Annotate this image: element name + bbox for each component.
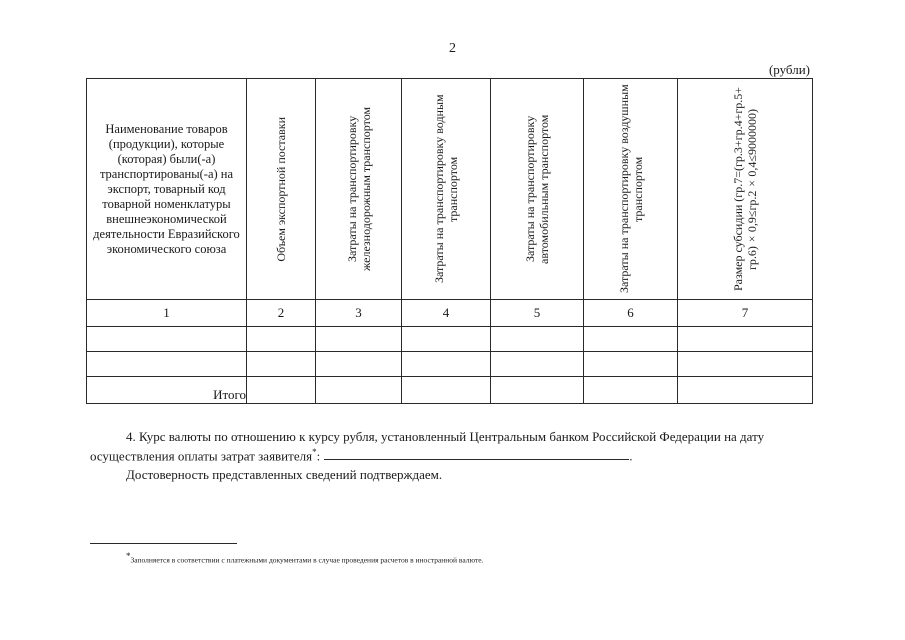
column-number: 7 [678, 300, 813, 327]
footnote [126, 551, 484, 565]
total-cell [247, 377, 316, 404]
table-cell [87, 352, 247, 377]
column-number: 2 [247, 300, 316, 327]
column-number: 3 [316, 300, 402, 327]
table-cell [402, 327, 491, 352]
footnote-reference: * [312, 447, 317, 457]
footnote-divider [90, 543, 237, 544]
table-cell [402, 352, 491, 377]
header-goods-name: Наименование товаров (продукции), которые (которая) были(-а) транспортированы(-а) на экспорт, товарный код товарной номенклатуры внешнеэкономической деятельности Евразийского экономического союза [87, 79, 247, 300]
header-road-costs: Затраты на транспортировку автомобильным транспортом [491, 79, 584, 300]
table-cell [584, 327, 678, 352]
header-row [87, 79, 813, 300]
table-cell [87, 327, 247, 352]
header-air-costs: Затраты на транспортировку воздушным транспортом [584, 79, 678, 300]
currency-rate-paragraph-line2 [90, 444, 632, 464]
table-cell [678, 327, 813, 352]
table-cell [584, 352, 678, 377]
table-cell [316, 327, 402, 352]
currency-rate-paragraph: 4. Курс валюты по отношению к курсу рубля, установленный Центральным банком Российской Федерации на дату [126, 429, 765, 444]
table-row [87, 327, 813, 352]
table-cell [491, 352, 584, 377]
table-cell [316, 352, 402, 377]
table-cell [247, 327, 316, 352]
header-rail-costs: Затраты на транспортировку железнодорожным транспортом [316, 79, 402, 300]
table-cell [491, 327, 584, 352]
header-subsidy-amount: Размер субсидии (гр.7=(гр.3+гр.4+гр.5+ гр.6)×0,9≤гр.2×0,4≤9000000) [678, 79, 813, 300]
currency-rate-field[interactable] [324, 447, 629, 460]
header-water-costs: Затраты на транспортировку водным транспортом [402, 79, 491, 300]
colon: : [316, 448, 321, 464]
total-label: Итого [87, 377, 247, 404]
footnote-mark: * [126, 551, 131, 561]
confirmation-statement: Достоверность представленных сведений подтверждаем. [126, 467, 443, 482]
table-row [87, 352, 813, 377]
table-cell [247, 352, 316, 377]
period: . [629, 448, 633, 464]
total-cell [402, 377, 491, 404]
column-number-row [87, 300, 813, 327]
table-cell [678, 352, 813, 377]
total-cell [678, 377, 813, 404]
footnote-text: Заполняется в соответствии с платежными документами в случае проведения расчетов в иностранной валюте. [130, 555, 484, 565]
page-number: 2 [449, 41, 456, 56]
column-number: 6 [584, 300, 678, 327]
column-number: 1 [87, 300, 247, 327]
payment-date-text: осуществления оплаты затрат заявителя [90, 448, 313, 464]
subsidy-table [86, 78, 813, 404]
total-cell [491, 377, 584, 404]
total-cell [584, 377, 678, 404]
total-row [87, 377, 813, 404]
units-label: (рубли) [768, 62, 810, 77]
column-number: 4 [402, 300, 491, 327]
total-cell [316, 377, 402, 404]
column-number: 5 [491, 300, 584, 327]
header-export-volume: Объем экспортной поставки [247, 79, 316, 300]
